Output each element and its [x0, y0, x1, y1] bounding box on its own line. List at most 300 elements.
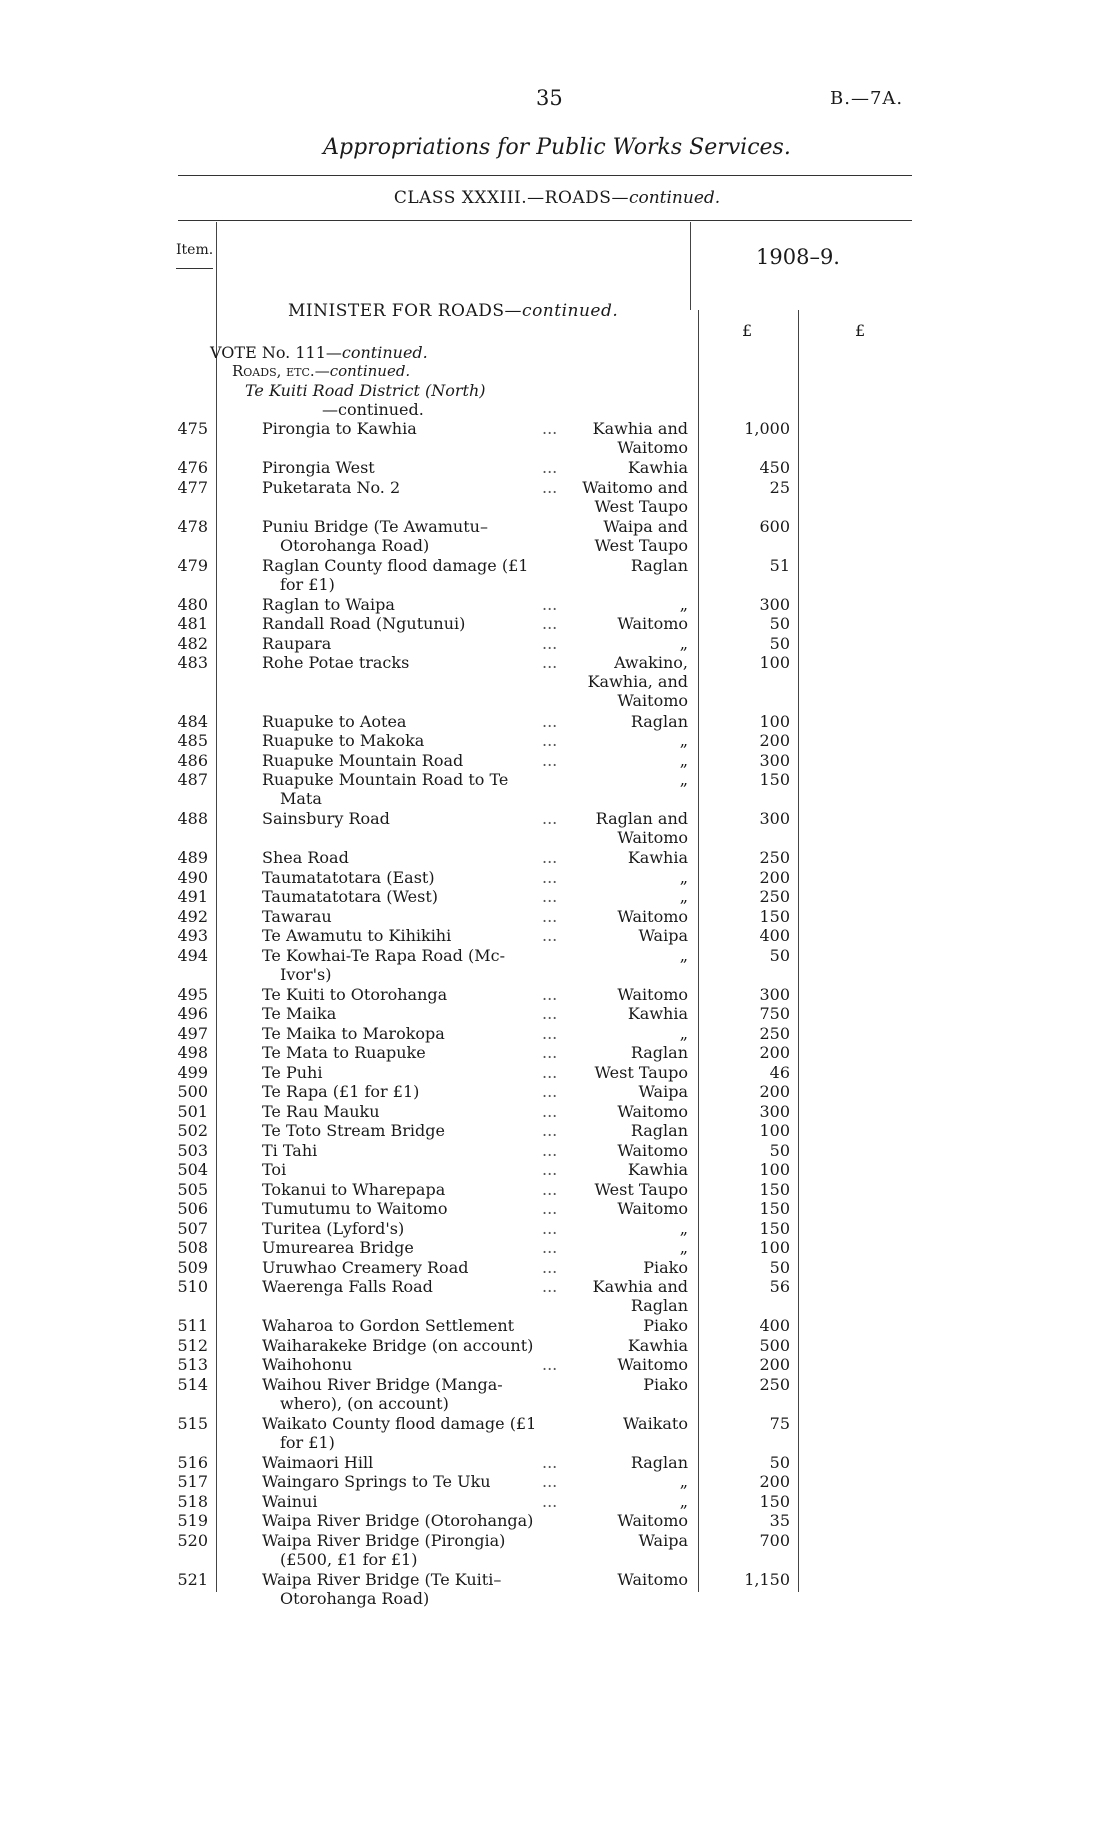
leader-dots: ...: [542, 1043, 558, 1062]
description-line: Pirongia West: [262, 458, 375, 477]
work-description: [262, 926, 451, 945]
county-line: Waitomo: [617, 1101, 688, 1121]
work-description: [262, 868, 435, 887]
leader-dots: ...: [542, 1101, 558, 1121]
county-cell: [580, 712, 688, 731]
work-description: [262, 1063, 322, 1082]
item-number: 512: [177, 1335, 208, 1355]
county-cell: [580, 1082, 688, 1101]
amount-cell: 150: [759, 1491, 790, 1511]
district-heading: Te Kuiti Road District (North): [245, 381, 486, 400]
work-description: [262, 1511, 533, 1530]
county-cell: [580, 458, 688, 477]
description-line: Waihou River Bridge (Manga-: [262, 1374, 503, 1394]
county-cell: [580, 926, 688, 945]
leader-dots: ...: [542, 984, 558, 1004]
year-column-divider: [690, 222, 691, 310]
county-line: „: [679, 887, 688, 906]
amount-cell: 1,000: [744, 419, 790, 438]
work-description: [262, 1258, 468, 1277]
leader-dots: ...: [542, 633, 558, 653]
amount-cell: 150: [759, 770, 790, 789]
county-line: „: [679, 1023, 688, 1043]
item-number: 482: [177, 633, 208, 653]
amount-cell: 300: [759, 809, 790, 828]
county-line: „: [679, 867, 688, 887]
description-line: Toi: [262, 1160, 287, 1179]
description-line: Randall Road (Ngutunui): [262, 614, 466, 633]
item-number: 498: [177, 1043, 208, 1062]
amount-cell: 100: [759, 1160, 790, 1179]
county-line: „: [679, 750, 688, 770]
county-cell: [580, 848, 688, 867]
work-description: [262, 770, 508, 808]
work-description: [262, 1199, 447, 1218]
leader-dots: ...: [542, 419, 558, 438]
description-line: Tumutumu to Waitomo: [262, 1199, 448, 1218]
leader-dots: ...: [542, 1238, 558, 1257]
item-number: 494: [177, 945, 208, 965]
county-line: Kawhia and: [592, 419, 688, 438]
leader-dots: ...: [542, 1140, 558, 1160]
leader-dots: ...: [542, 809, 558, 828]
amount-cell: 200: [759, 1082, 790, 1101]
county-line: Waitomo: [617, 614, 688, 633]
work-description: [262, 478, 400, 497]
work-description: [262, 809, 390, 828]
item-number: 509: [177, 1257, 208, 1277]
amount-cell: 450: [759, 458, 790, 477]
description-line: Tawarau: [262, 906, 332, 926]
amount-cell: 50: [769, 945, 790, 965]
vote-heading-text: VOTE No. 111—: [210, 343, 342, 362]
description-line: Te Mata to Ruapuke: [262, 1043, 426, 1062]
amount-cell: 700: [759, 1530, 790, 1550]
description-line: Umurearea Bridge: [262, 1238, 414, 1257]
amount-cell: 150: [759, 906, 790, 926]
work-description: [262, 1453, 373, 1472]
leader-dots: ...: [542, 1472, 558, 1491]
leader-dots: ...: [542, 1491, 558, 1511]
amount-cell: 100: [759, 1238, 790, 1257]
county-cell: [580, 731, 688, 750]
item-number: 518: [177, 1491, 208, 1511]
amount-cell: 50: [769, 1452, 790, 1472]
county-cell: [580, 1004, 688, 1023]
amount-cell: 100: [759, 711, 790, 731]
county-cell: [580, 653, 688, 710]
item-header-underline: [176, 268, 213, 269]
item-number: 499: [177, 1062, 208, 1082]
leader-dots: ...: [542, 731, 558, 750]
county-cell: [580, 1472, 688, 1491]
county-line: Waitomo: [617, 1355, 688, 1374]
item-number: 520: [177, 1530, 208, 1550]
county-line: Raglan: [630, 555, 688, 575]
county-line: Waitomo: [617, 1199, 688, 1218]
item-number: 511: [177, 1316, 208, 1335]
amount-cell: 300: [759, 750, 790, 770]
amount-cell: 150: [759, 1218, 790, 1238]
work-description: [262, 1531, 505, 1569]
work-description: [262, 1238, 414, 1257]
roads-heading: [232, 362, 410, 380]
title-rule: [178, 175, 912, 176]
county-line: Kawhia: [627, 458, 688, 477]
item-number: 486: [177, 750, 208, 770]
item-number: 510: [177, 1277, 208, 1296]
amount-cell: 600: [759, 516, 790, 536]
county-line: Kawhia and: [592, 1277, 688, 1296]
description-line: Raupara: [262, 633, 332, 653]
item-number: 506: [177, 1199, 208, 1218]
item-number: 483: [177, 653, 208, 672]
item-number: 475: [177, 419, 208, 438]
county-line: Piako: [643, 1257, 688, 1277]
leader-dots: ...: [542, 887, 558, 906]
amount-cell: 200: [759, 867, 790, 887]
county-line: Waikato: [622, 1413, 688, 1433]
item-number: 508: [177, 1238, 208, 1257]
description-line: Waiharakeke Bridge (on account): [262, 1335, 534, 1355]
class-heading-cont: continued.: [628, 188, 721, 208]
item-number: 495: [177, 984, 208, 1004]
amount-cell: 50: [769, 1257, 790, 1277]
description-line: Wainui: [262, 1491, 318, 1511]
description-line: for £1): [280, 574, 335, 594]
amount-cell: 150: [759, 1179, 790, 1199]
work-description: [262, 907, 332, 926]
leader-dots: ...: [542, 1179, 558, 1199]
amount-cell: 35: [769, 1511, 790, 1530]
description-line: Puketarata No. 2: [262, 477, 401, 497]
description-line: (£500, £1 for £1): [280, 1549, 418, 1569]
county-cell: [580, 1238, 688, 1257]
work-description: [262, 1043, 426, 1062]
amount-cell: 300: [759, 984, 790, 1004]
work-description: [262, 1277, 433, 1296]
item-number: 514: [177, 1374, 208, 1394]
work-description: [262, 1570, 501, 1608]
county-cell: [580, 1160, 688, 1179]
county-line: Awakino,: [614, 653, 688, 672]
description-line: Otorohanga Road): [280, 535, 430, 555]
leader-dots: ...: [542, 1023, 558, 1043]
county-line: Raglan and: [595, 809, 688, 828]
county-line: West Taupo: [594, 535, 688, 555]
item-number: 487: [177, 770, 208, 789]
county-line: „: [679, 1472, 688, 1491]
county-line: Raglan: [630, 1121, 688, 1140]
county-line: „: [679, 1491, 688, 1511]
county-cell: [580, 1219, 688, 1238]
description-line: Pirongia to Kawhia: [262, 419, 417, 438]
amount-cell: 100: [759, 653, 790, 672]
work-description: [262, 1472, 491, 1491]
work-description: [262, 751, 463, 770]
description-line: Te Puhi: [262, 1062, 323, 1082]
leader-dots: ...: [542, 1082, 558, 1101]
work-description: [262, 1024, 445, 1043]
amount-cell: 500: [759, 1335, 790, 1355]
amount-cell: 750: [759, 1004, 790, 1023]
leader-dots: ...: [542, 1257, 558, 1277]
description-line: Waipa River Bridge (Pirongia): [262, 1530, 506, 1550]
amount-cell: 50: [769, 1140, 790, 1160]
leader-dots: ...: [542, 1062, 558, 1082]
county-line: Waipa: [638, 926, 688, 945]
description-line: Waipa River Bridge (Otorohanga): [262, 1511, 534, 1530]
county-cell: [580, 1355, 688, 1374]
work-description: [262, 985, 447, 1004]
county-cell: [580, 809, 688, 847]
item-number: 489: [177, 848, 208, 867]
county-line: West Taupo: [594, 496, 688, 516]
item-number: 516: [177, 1452, 208, 1472]
county-cell: [580, 1277, 688, 1315]
description-line: Sainsbury Road: [262, 809, 390, 828]
county-line: Kawhia: [627, 1160, 688, 1179]
county-line: Kawhia: [627, 848, 688, 867]
county-line: Waitomo: [617, 438, 688, 457]
amount-cell: 1,150: [744, 1569, 790, 1589]
item-number: 492: [177, 906, 208, 926]
work-description: [262, 848, 349, 867]
leader-dots: ...: [542, 1160, 558, 1179]
item-number: 476: [177, 458, 208, 477]
county-line: „: [679, 594, 688, 614]
amount-cell: 300: [759, 594, 790, 614]
description-line: Te Toto Stream Bridge: [262, 1121, 445, 1140]
vote-heading: [210, 343, 428, 362]
description-line: Rohe Potae tracks: [262, 653, 410, 672]
county-cell: [580, 1121, 688, 1140]
item-number: 517: [177, 1472, 208, 1491]
description-line: Tokanui to Wharepapa: [262, 1179, 446, 1199]
county-cell: [580, 419, 688, 457]
description-line: Ruapuke Mountain Road: [262, 750, 464, 770]
description-line: Waimaori Hill: [262, 1452, 374, 1472]
county-line: Kawhia: [627, 1335, 688, 1355]
county-cell: [580, 556, 688, 575]
leader-dots: ...: [542, 594, 558, 614]
county-cell: [580, 517, 688, 555]
item-number: 500: [177, 1082, 208, 1101]
item-number: 491: [177, 887, 208, 906]
leader-dots: ...: [542, 867, 558, 887]
county-cell: [580, 634, 688, 653]
county-cell: [580, 1141, 688, 1160]
description-line: Uruwhao Creamery Road: [262, 1257, 469, 1277]
description-line: Waerenga Falls Road: [262, 1277, 433, 1296]
county-cell: [580, 1570, 688, 1589]
description-line: Ruapuke Mountain Road to Te: [262, 770, 509, 789]
description-line: Waharoa to Gordon Settlement: [262, 1316, 515, 1335]
description-line: Te Kuiti to Otorohanga: [262, 984, 448, 1004]
work-description: [262, 1160, 286, 1179]
county-line: Waipa and: [603, 516, 688, 536]
item-number: 497: [177, 1023, 208, 1043]
county-cell: [580, 985, 688, 1004]
description-line: Taumatatotara (East): [262, 867, 435, 887]
amount-cell: 400: [759, 1316, 790, 1335]
county-line: „: [679, 633, 688, 653]
work-description: [262, 1355, 352, 1374]
item-number: 490: [177, 867, 208, 887]
county-cell: [580, 478, 688, 516]
county-line: Waitomo: [617, 1511, 688, 1530]
item-number: 507: [177, 1218, 208, 1238]
description-line: Ti Tahi: [262, 1140, 318, 1160]
county-line: West Taupo: [594, 1062, 688, 1082]
county-line: Waitomo: [617, 828, 688, 847]
item-number: 505: [177, 1179, 208, 1199]
work-description: [262, 595, 395, 614]
item-number: 521: [177, 1569, 208, 1589]
amount-cell: 100: [759, 1121, 790, 1140]
page-number: 35: [536, 86, 563, 110]
work-description: [262, 1336, 533, 1355]
amount-cell: 200: [759, 1043, 790, 1062]
county-cell: [580, 1492, 688, 1511]
description-line: Turitea (Lyford's): [262, 1218, 405, 1238]
amount-cell: 56: [769, 1277, 790, 1296]
amount-cell: 250: [759, 1023, 790, 1043]
leader-dots: ...: [542, 1355, 558, 1374]
item-number: 493: [177, 926, 208, 945]
county-column-divider: [698, 310, 699, 1592]
county-cell: [580, 770, 688, 789]
work-description: [262, 1375, 503, 1413]
amount-cell: 400: [759, 926, 790, 945]
roads-heading-text: Roads, etc.—: [232, 362, 330, 380]
vote-heading-cont: continued.: [341, 343, 428, 362]
county-cell: [580, 1102, 688, 1121]
description-line: Te Maika to Marokopa: [262, 1023, 445, 1043]
county-line: Waipa: [638, 1530, 688, 1550]
description-line: Raglan County flood damage (£1: [262, 555, 529, 575]
work-description: [262, 517, 488, 555]
work-description: [262, 419, 417, 438]
county-cell: [580, 595, 688, 614]
class-rule: [178, 220, 912, 221]
county-line: Waipa: [638, 1082, 688, 1101]
county-line: Waitomo: [617, 906, 688, 926]
amount-cell: 50: [769, 614, 790, 633]
amount-cell: 50: [769, 633, 790, 653]
work-description: [262, 1492, 317, 1511]
leader-dots: ...: [542, 926, 558, 945]
work-description: [262, 887, 438, 906]
item-column-divider: [216, 222, 217, 1592]
work-description: [262, 1180, 445, 1199]
item-number: 501: [177, 1101, 208, 1121]
work-description: [262, 1004, 336, 1023]
county-line: Kawhia: [627, 1004, 688, 1023]
ministry-heading-text: MINISTER FOR ROADS—: [288, 301, 523, 321]
amount-cell: 75: [769, 1413, 790, 1433]
county-cell: [580, 1531, 688, 1550]
description-line: Otorohanga Road): [280, 1588, 430, 1608]
leader-dots: ...: [542, 1121, 558, 1140]
description-line: Te Maika: [262, 1004, 337, 1023]
item-number: 488: [177, 809, 208, 828]
amount-cell: 25: [769, 477, 790, 497]
item-number: 519: [177, 1511, 208, 1530]
leader-dots: ...: [542, 614, 558, 633]
county-line: „: [679, 770, 688, 789]
county-cell: [580, 946, 688, 965]
district-continued: —continued.: [322, 400, 424, 419]
county-line: Raglan: [630, 1043, 688, 1062]
county-line: Raglan: [630, 1296, 688, 1315]
description-line: Shea Road: [262, 848, 349, 867]
item-number: 484: [177, 711, 208, 731]
county-line: Piako: [643, 1316, 688, 1335]
class-heading-text: CLASS XXXIII.—ROADS—: [393, 188, 629, 208]
county-line: West Taupo: [594, 1179, 688, 1199]
description-line: Te Rau Mauku: [262, 1101, 380, 1121]
work-description: [262, 1414, 536, 1452]
county-cell: [580, 1258, 688, 1277]
ministry-heading: [288, 301, 618, 321]
work-description: [262, 653, 409, 672]
county-cell: [580, 1453, 688, 1472]
amount-cell: 150: [759, 1199, 790, 1218]
description-line: Puniu Bridge (Te Awamutu–: [262, 516, 488, 536]
county-line: „: [679, 1218, 688, 1238]
work-description: [262, 731, 424, 750]
amount-cell: 250: [759, 1374, 790, 1394]
county-cell: [580, 751, 688, 770]
roads-heading-cont: continued.: [329, 362, 411, 380]
county-cell: [580, 1375, 688, 1394]
description-line: Raglan to Waipa: [262, 594, 395, 614]
item-number: 477: [177, 477, 208, 497]
county-line: Waitomo: [617, 1140, 688, 1160]
description-line: Taumatatotara (West): [262, 887, 438, 906]
county-cell: [580, 1414, 688, 1433]
work-description: [262, 712, 406, 731]
work-description: [262, 946, 505, 984]
county-cell: [580, 1043, 688, 1062]
work-description: [262, 614, 465, 633]
description-line: Te Kowhai-Te Rapa Road (Mc-: [262, 945, 505, 965]
county-line: Waitomo: [617, 1569, 688, 1589]
class-heading: [0, 188, 1114, 208]
item-number: 503: [177, 1140, 208, 1160]
county-cell: [580, 1316, 688, 1335]
county-cell: [580, 887, 688, 906]
county-line: „: [679, 945, 688, 965]
amount-column-divider: [798, 310, 799, 1592]
work-description: [262, 458, 375, 477]
item-number: 496: [177, 1004, 208, 1023]
amount-cell: 200: [759, 1472, 790, 1491]
leader-dots: ...: [542, 750, 558, 770]
work-description: [262, 1316, 514, 1335]
description-line: Waihohonu: [262, 1355, 353, 1374]
description-line: Ivor's): [280, 964, 332, 984]
item-number: 480: [177, 594, 208, 614]
description-line: Ruapuke to Makoka: [262, 731, 425, 750]
county-cell: [580, 1511, 688, 1530]
item-number: 513: [177, 1355, 208, 1374]
work-description: [262, 634, 331, 653]
item-number: 515: [177, 1413, 208, 1433]
item-column-header: Item.: [176, 242, 214, 258]
currency-symbol: £: [855, 321, 866, 340]
